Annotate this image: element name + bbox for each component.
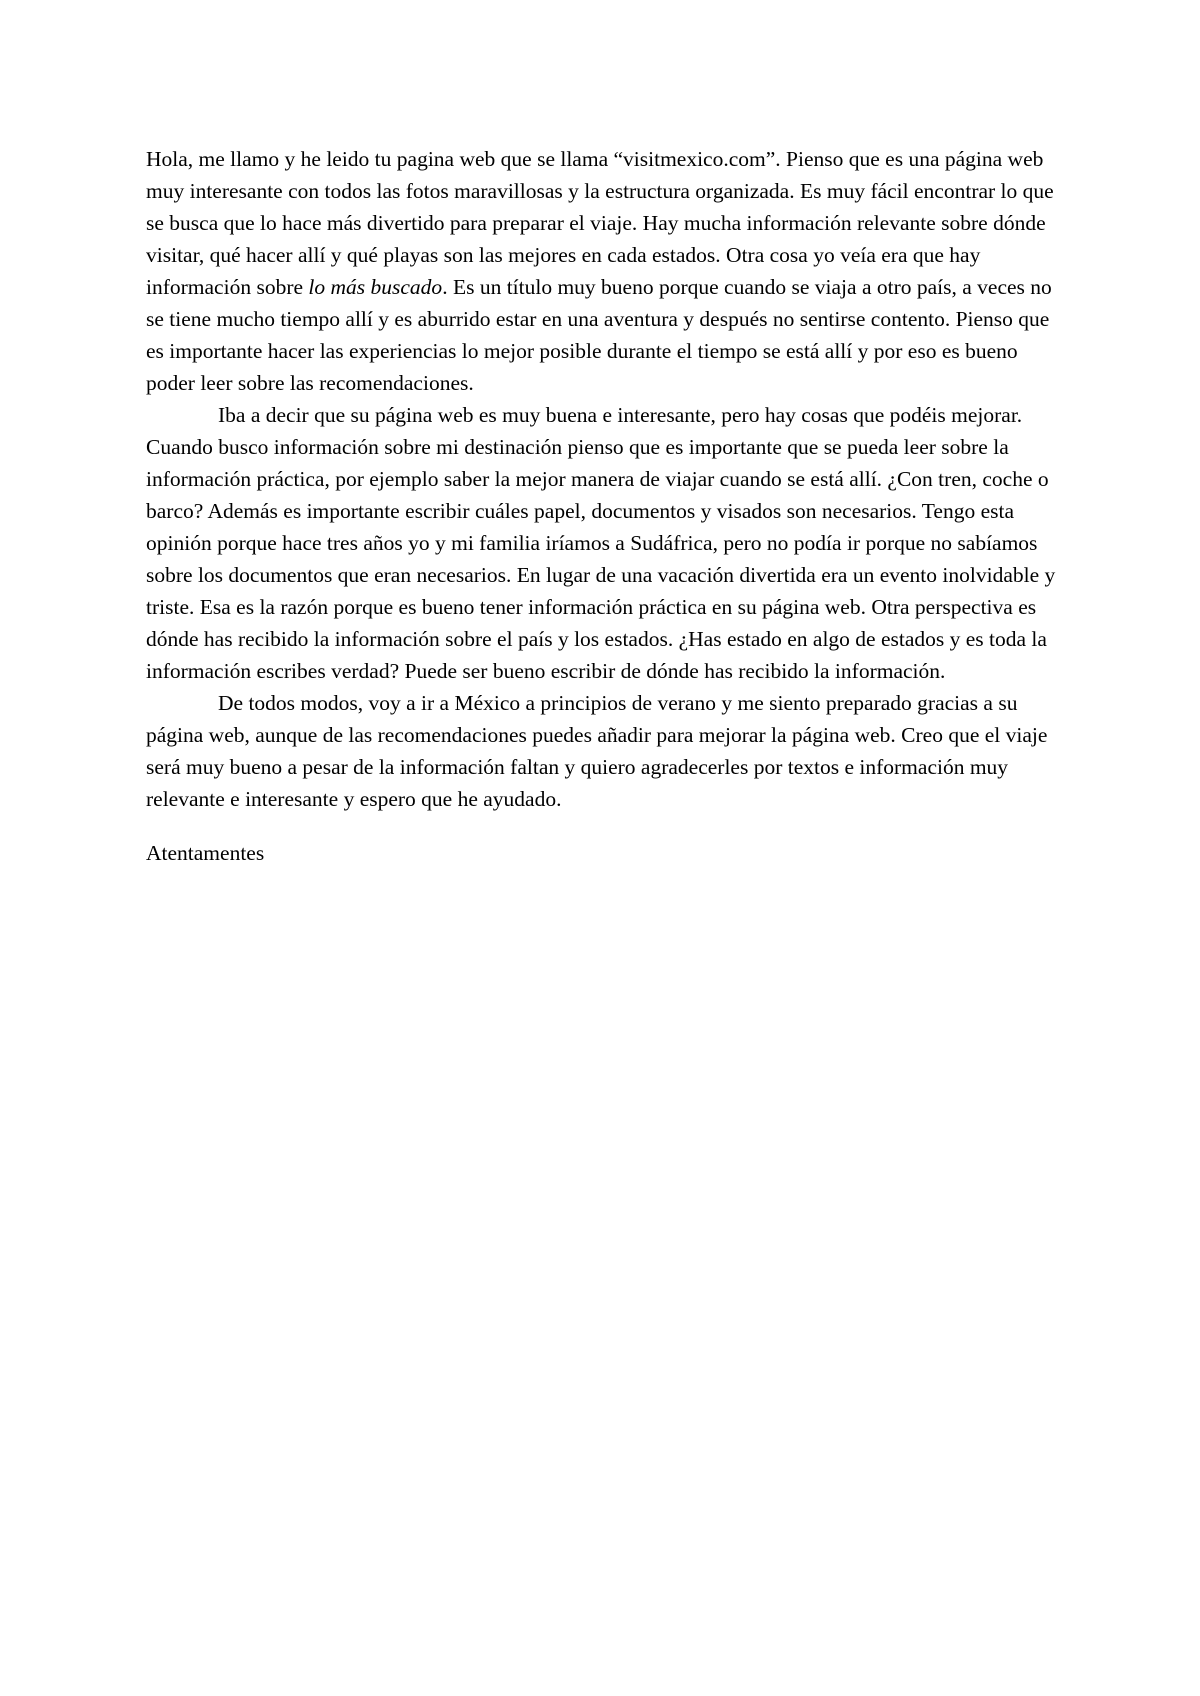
paragraph-3: De todos modos, voy a ir a México a principios de verano y me siento preparado gracias a su página web, aunque de las recomendaciones puedes añadir para mejorar la página web. Creo que el viaje será muy bueno a pesar de la información faltan y quiero agradecerles por textos e información muy relevante e interesante y espero que he ayudado. (146, 691, 1048, 811)
paragraph-1-text-end: . Es un título muy bueno porque cuando se viaja a otro país, a veces no se tiene mucho tiempo allí y es aburrido estar en una aventura y después no sentirse contento. Pienso que es importante hacer las experiencias lo mejor posible durante el tiempo se está allí y por eso es bueno poder leer sobre las recomendaciones. (146, 275, 1052, 395)
document-page (146, 143, 1066, 869)
italic-phrase: lo más buscado (308, 275, 443, 299)
paragraph-1-text-start: Hola, me llamo y he leido tu pagina web que se llama “visitmexico.com”. Pienso que es una página web muy interesante con todos las fotos maravillosas y la estructura organizada. Es muy fácil encontrar lo que se busca que lo hace más divertido para preparar el viaje. Hay mucha información relevante sobre dónde visitar, qué hacer allí y qué playas son las mejores en cada estados. Otra cosa yo veía era que hay información sobre (146, 147, 1054, 299)
paragraph-1 (146, 143, 1066, 399)
closing-line: Atentamentes (146, 841, 265, 865)
paragraph-2: Iba a decir que su página web es muy buena e interesante, pero hay cosas que podéis mejorar. Cuando busco información sobre mi destinación pienso que es importante que se pueda leer sobre la información práctica, por ejemplo saber la mejor manera de viajar cuando se está allí. ¿Con tren, coche o barco? Además es importante escribir cuáles papel, documentos y visados son necesarios. Tengo esta opinión porque hace tres años yo y mi familia iríamos a Sudáfrica, pero no podía ir porque no sabíamos sobre los documentos que eran necesarios. En lugar de una vacación divertida era un evento inolvidable y triste. Esa es la razón porque es bueno tener información práctica en su página web. Otra perspectiva es dónde has recibido la información sobre el país y los estados. ¿Has estado en algo de estados y es toda la información escribes verdad? Puede ser bueno escribir de dónde has recibido la información. (146, 403, 1056, 683)
